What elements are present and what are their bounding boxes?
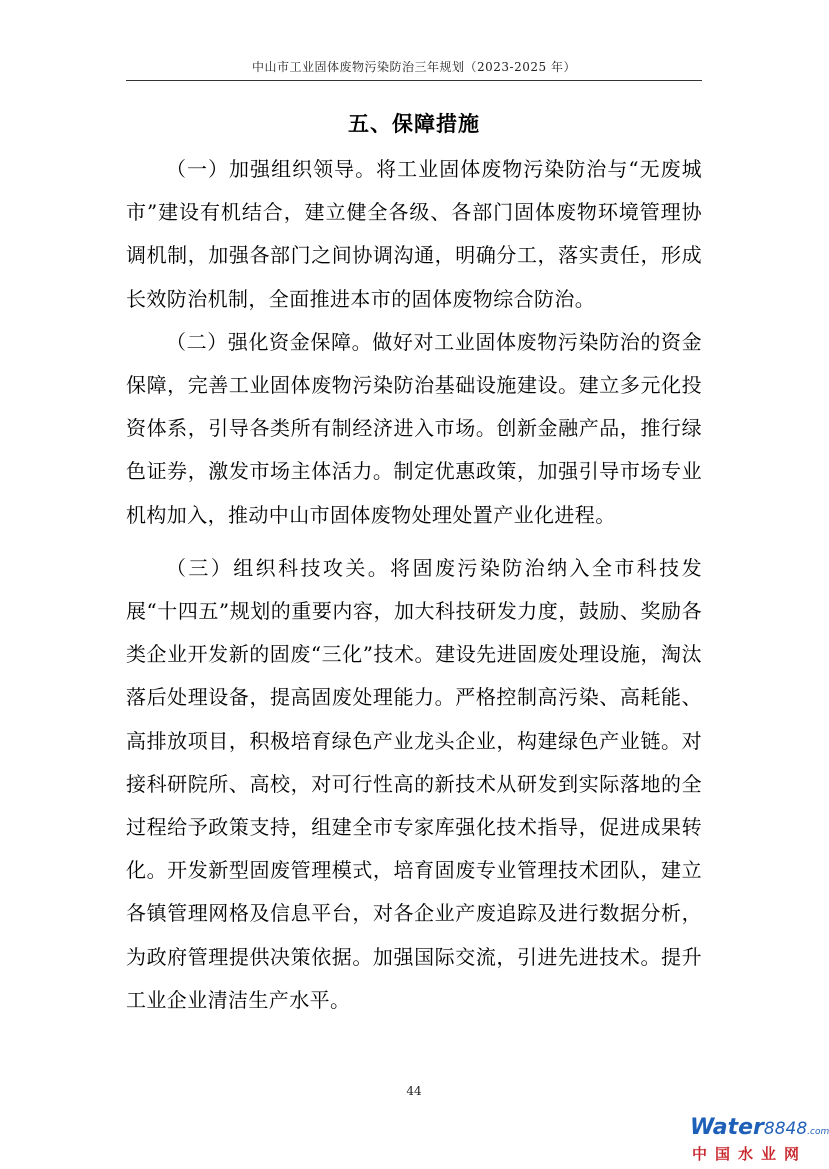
paragraph-funding: （二）强化资金保障。做好对工业固体废物污染防治的资金保障，完善工业固体废物污染防治基础设施建设。建立多元化投资体系，引导各类所有制经济进入市场。创新金融产品，推行绿色证券，激发市场主体活力。制定优惠政策，加强引导市场专业机构加入，推动中山市固体废物处理处置产业化进程。 [126, 329, 702, 527]
watermark-brand: Water [690, 1115, 764, 1140]
body-text [126, 148, 702, 1022]
section-title: 五、保障措施 [348, 112, 480, 136]
watermark-brand-line [690, 1115, 829, 1144]
paragraph-organization: （一）加强组织领导。将工业固体废物污染防治与“无废城市”建设有机结合，建立健全各级、各部门固体废物环境管理协调机制，加强各部门之间协调沟通，明确分工，落实责任，形成长效防治机制，全面推进本市的固体废物综合防治。 [126, 157, 702, 311]
running-header: 中山市工业固体废物污染防治三年规划（2023-2025 年） [252, 60, 576, 74]
watermark-number: 8848 [763, 1119, 808, 1139]
paragraph-technology: （三）组织科技攻关。将固废污染防治纳入全市科技发展“十四五”规划的重要内容，加大科技研发力度，鼓励、奖励各类企业开发新的固废“三化”技术。建设先进固废处理设施，淘汰落后处理设备，提高固废处理能力。严格控制高污染、高耗能、高排放项目，积极培育绿色产业龙头企业，构建绿色产业链。对接科研院所、高校，对可行性高的新技术从研发到实际落地的全过程给予政策支持，组建全市专家库强化技术指导，促进成果转化。开发新型固废管理模式，培育固废专业管理技术团队，建立各镇管理网格及信息平台，对各企业产废追踪及进行数据分析，为政府管理提供决策依据。加强国际交流，引进先进技术。提升工业企业清洁生产水平。 [126, 555, 702, 1012]
header-divider [126, 80, 702, 81]
watermark-chinese: 中国水业网 [692, 1145, 808, 1163]
page-number: 44 [406, 1084, 422, 1098]
watermark-logo [690, 1115, 829, 1164]
watermark-suffix: .com [807, 1127, 829, 1137]
